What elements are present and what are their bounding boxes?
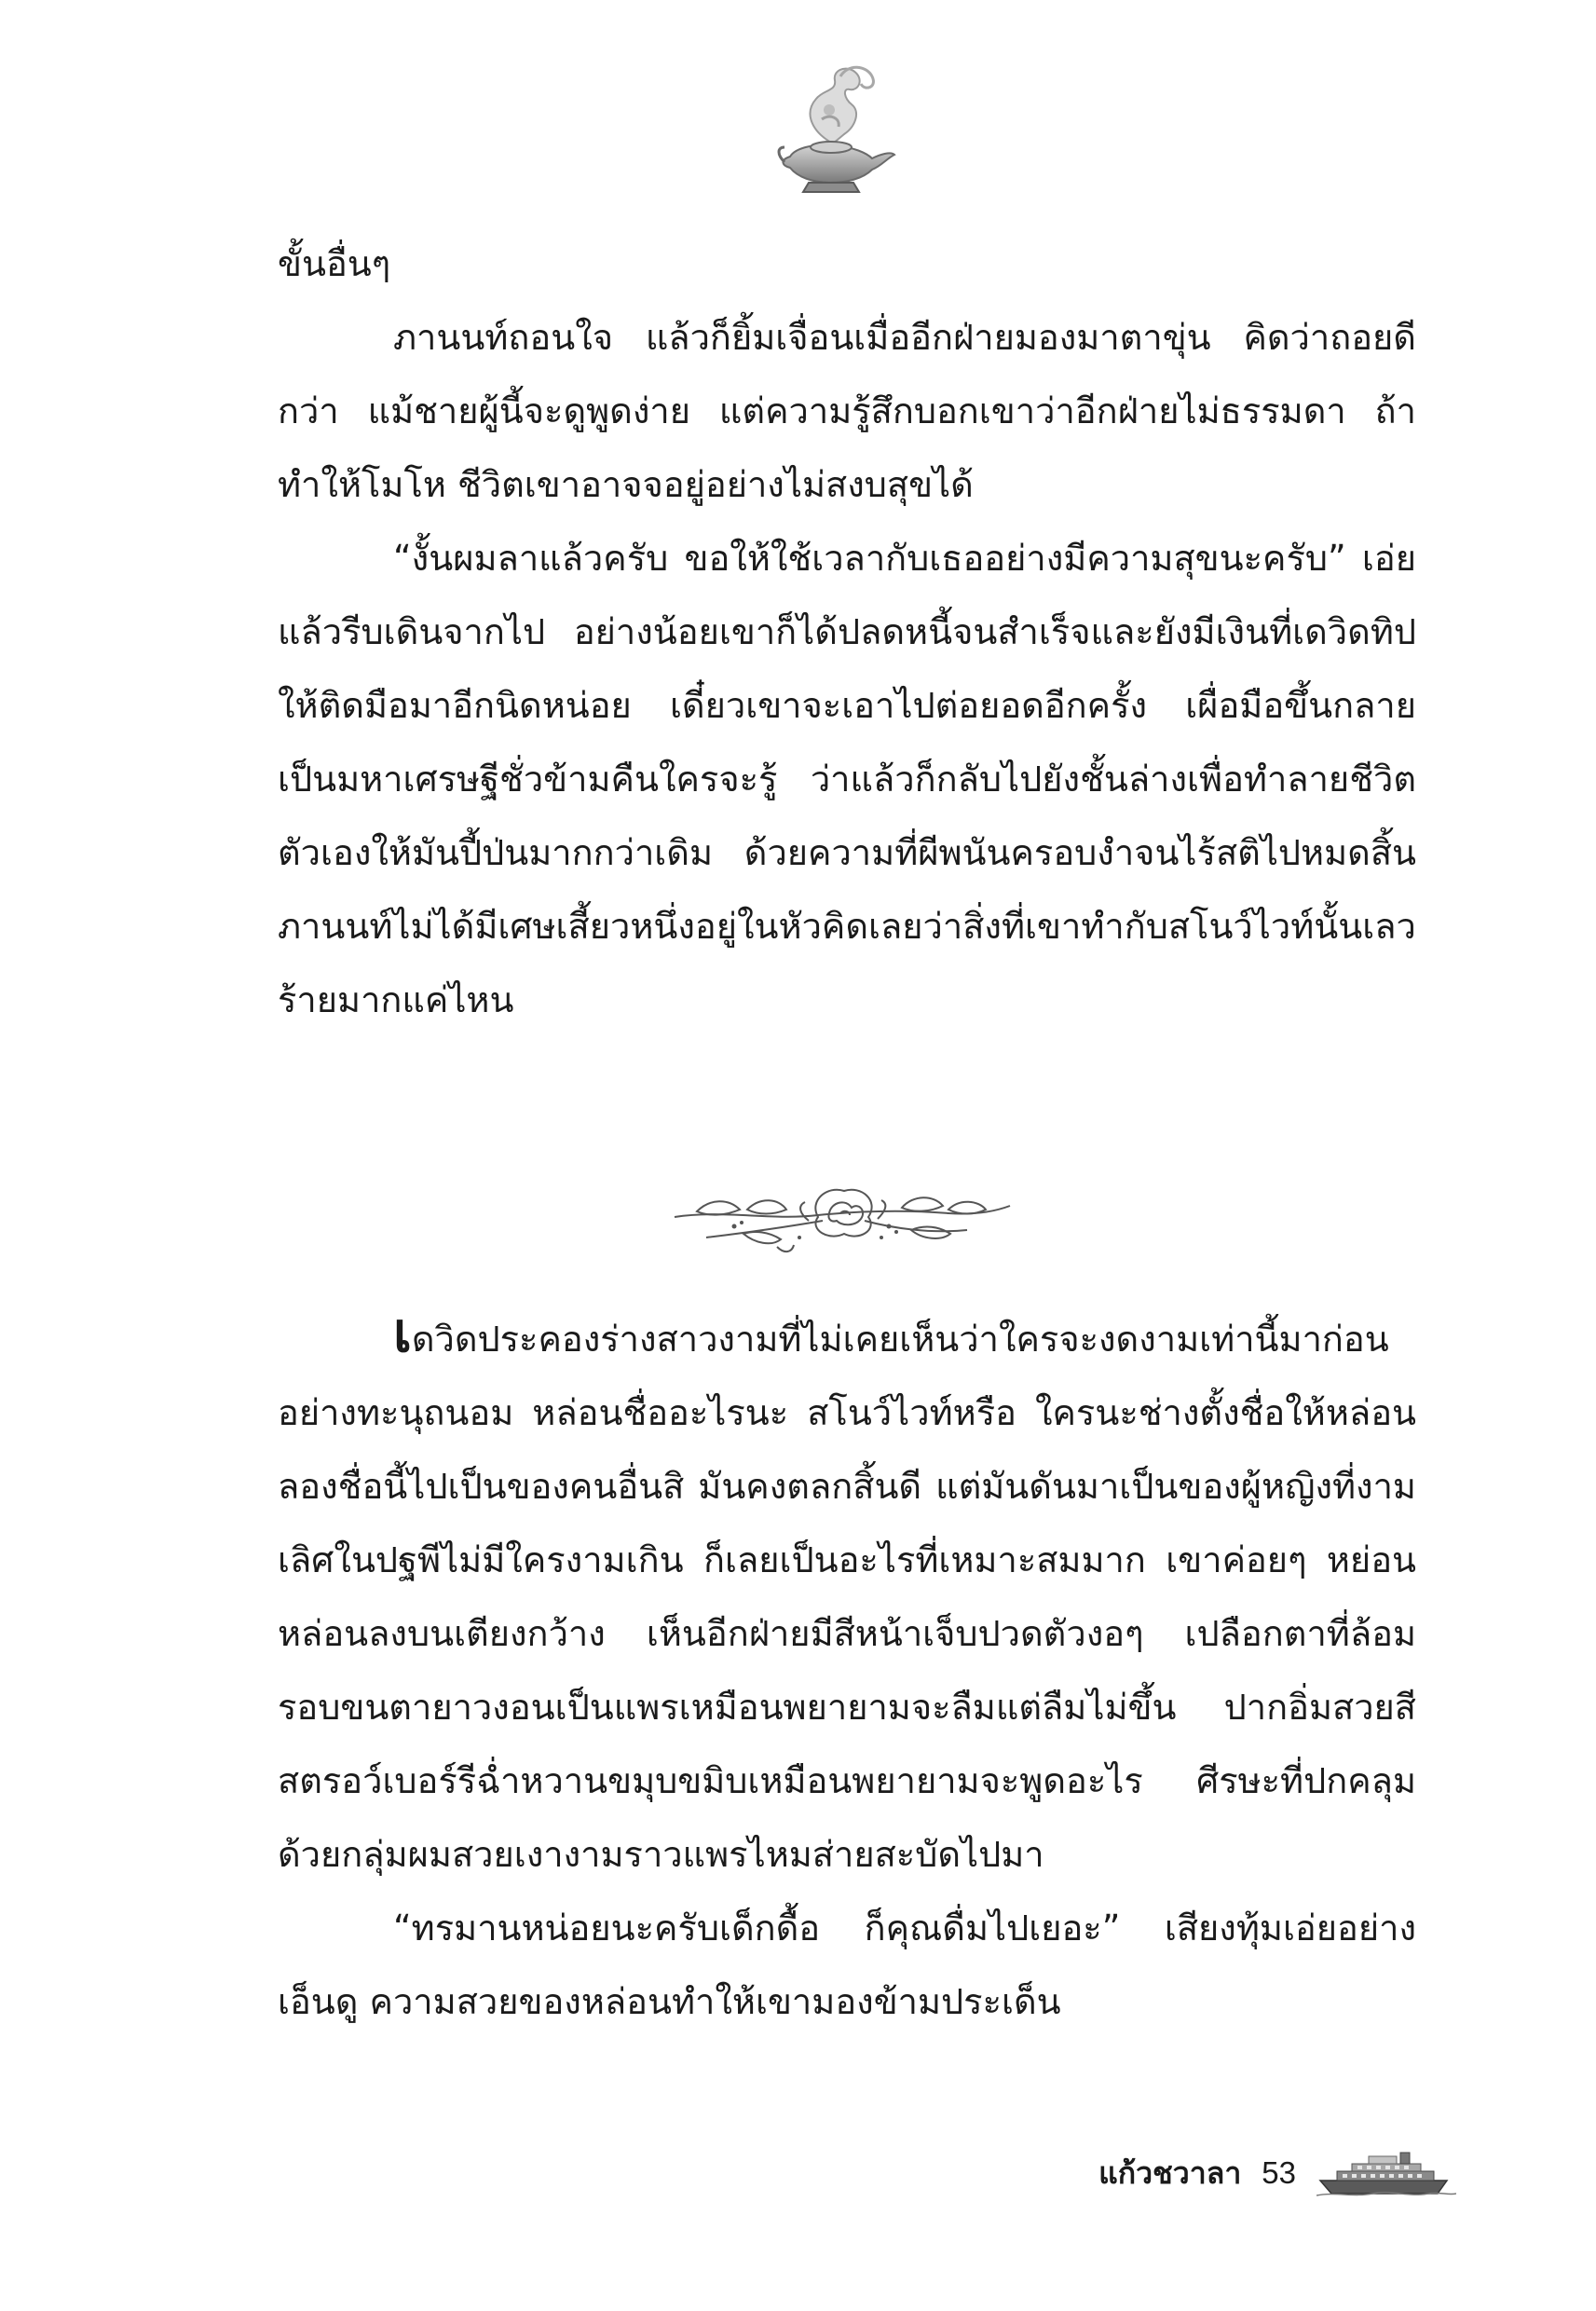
page-footer: [1098, 2145, 1456, 2201]
paragraph: ขั้นอื่นๆ: [278, 243, 391, 284]
page-number: 53: [1262, 2155, 1296, 2190]
genie-lamp-icon: [775, 58, 896, 198]
paragraph: ภานนท์ถอนใจ แล้วก็ยิ้มเจื่อนเมื่ออีกฝ่ายมองมาตาขุ่น คิดว่าถอยดีกว่า แม้ชายผู้นี้จะดูพูดง่าย แต่ความรู้สึกบอกเขาว่าอีกฝ่ายไม่ธรรมดา ถ้าทำให้โมโห ชีวิตเขาอาจจอยู่อย่างไม่สงบสุขได้: [278, 317, 1416, 505]
dropcap: เ: [393, 1301, 412, 1364]
paragraph: “ทรมานหน่อยนะครับเด็กดื้อ ก็คุณดื่มไปเยอะ” เสียงทุ้มเอ่ยอย่างเอ็นดู ความสวยของหล่อนทำให้เขามองข้ามประเด็น: [278, 1908, 1416, 2022]
body-text-bottom: [278, 1303, 1416, 2039]
book-title: แก้วชวาลา: [1098, 2154, 1242, 2191]
body-text-top: [278, 227, 1416, 1037]
paragraph-with-dropcap: [278, 1303, 1416, 1892]
paragraph-rest: ดวิดประคองร่างสาวงามที่ไม่เคยเห็นว่าใครจะงดงามเท่านี้มาก่อนอย่างทะนุถนอม หล่อนชื่ออะไรนะ สโนว์ไวท์หรือ ใครนะช่างตั้งชื่อให้หล่อน ลองชื่อนี้ไปเป็นของคนอื่นสิ มันคงตลกสิ้นดี แต่มันดันมาเป็นของผู้หญิงที่งามเลิศในปฐพีไม่มีใครงามเกิน ก็เลยเป็นอะไรที่เหมาะสมมาก เขาค่อยๆ หย่อนหล่อนลงบนเตียงกว้าง เห็นอีกฝ่ายมีสีหน้าเจ็บปวดตัวงอๆ เปลือกตาที่ล้อมรอบขนตายาวงอนเป็นแพรเหมือนพยายามจะลืมแต่ลืมไม่ขึ้น ปากอิ่มสวยสีสตรอว์เบอร์รีฉ่ำหวานขมุบขมิบเหมือนพยายามจะพูดอะไร ศีรษะที่ปกคลุมด้วยกลุ่มผมสวยเงางามราวแพรไหมส่ายสะบัดไปมา: [278, 1319, 1416, 1875]
floral-divider-icon: [669, 1172, 1014, 1256]
cruise-ship-icon: [1316, 2149, 1456, 2197]
paragraph: “งั้นผมลาแล้วครับ ขอให้ใช้เวลากับเธออย่างมีความสุขนะครับ” เอ่ยแล้วรีบเดินจากไป อย่างน้อยเขาก็ได้ปลดหนี้จนสำเร็จและยังมีเงินที่เดวิดทิปให้ติดมือมาอีกนิดหน่อย เดี๋ยวเขาจะเอาไปต่อยอดอีกครั้ง เผื่อมือขึ้นกลายเป็นมหาเศรษฐีชั่วข้ามคืนใครจะรู้ ว่าแล้วก็กลับไปยังชั้นล่างเพื่อทำลายชีวิตตัวเองให้มันปี้ป่นมากกว่าเดิม ด้วยความที่ผีพนันครอบงำจนไร้สติไปหมดสิ้น ภานนท์ไม่ได้มีเศษเสี้ยวหนึ่งอยู่ในหัวคิดเลยว่าสิ่งที่เขาทำกับสโนว์ไวท์นั้นเลวร้ายมากแค่ไหน: [278, 538, 1416, 1020]
